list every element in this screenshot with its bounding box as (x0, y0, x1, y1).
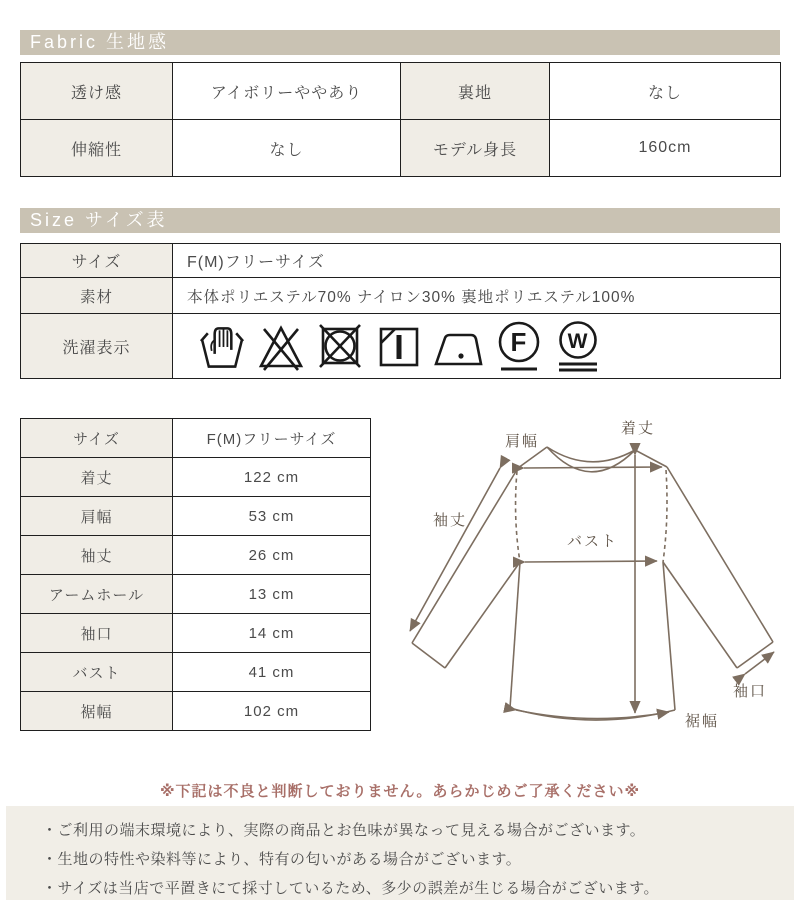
meas-label-hem: 裾幅 (21, 692, 173, 731)
care-icons-row (187, 319, 780, 373)
table-row (21, 63, 781, 120)
meas-value-hem: 102 cm (173, 692, 371, 731)
table-row (21, 575, 371, 614)
notice-box (6, 806, 794, 900)
meas-label-shoulder: 肩幅 (21, 497, 173, 536)
meas-value-cuff: 14 cm (173, 614, 371, 653)
sleeve-length-arrow (410, 468, 500, 631)
fabric-value-lining: なし (550, 63, 781, 120)
cuff-right (737, 642, 773, 668)
fabric-label-model-height: モデル身長 (401, 120, 550, 177)
table-row (21, 120, 781, 177)
size-label-material: 素材 (21, 278, 173, 314)
notice-item: ・ご利用の端末環境により、実際の商品とお色味が異なって見える場合がございます。 (42, 822, 646, 839)
shoulder-width-arrow (524, 467, 662, 468)
size-value-size: F(M)フリーサイズ (173, 244, 781, 278)
svg-text:W: W (567, 330, 589, 353)
notice-item: ・生地の特性や染料等により、特有の匂いがある場合がございます。 (42, 851, 522, 868)
dry-clean-f-icon (495, 319, 543, 373)
sleeve-outer-right (667, 467, 773, 642)
meas-label-bust: バスト (21, 653, 173, 692)
bust-arrow (525, 561, 657, 562)
meas-value-bust: 41 cm (173, 653, 371, 692)
fabric-value-sheerness: アイボリーややあり (173, 63, 401, 120)
table-row (21, 497, 371, 536)
cuff-left (412, 643, 445, 668)
meas-value-length: 122 cm (173, 458, 371, 497)
table-row (21, 692, 371, 731)
meas-value-sleeve: 26 cm (173, 536, 371, 575)
shoulder-seam-right (635, 450, 667, 467)
fabric-value-model-height: 160cm (550, 120, 781, 177)
cuff-width-arrow (745, 652, 774, 674)
diagram-label-shoulder: 肩幅 (505, 433, 540, 450)
table-row (21, 536, 371, 575)
sleeve-inner-right (663, 562, 737, 668)
notice-title: ※下記は不良と判断しておりません。あらかじめご了承ください※ (159, 783, 641, 800)
do-not-bleach-icon (257, 320, 305, 372)
hand-wash-icon (199, 320, 246, 372)
diagram-label-hem-width: 裾幅 (685, 713, 720, 730)
hem-width-arrow (516, 710, 669, 719)
size-label-size: サイズ (21, 244, 173, 278)
wet-clean-w-icon (554, 319, 602, 373)
do-not-tumble-dry-icon (316, 320, 364, 372)
meas-value-armhole: 13 cm (173, 575, 371, 614)
meas-value-size: F(M)フリーサイズ (173, 419, 371, 458)
meas-label-armhole: アームホール (21, 575, 173, 614)
iron-low-icon (434, 320, 484, 372)
fabric-value-stretch: なし (173, 120, 401, 177)
shoulder-seam-left (518, 447, 547, 468)
diagram-label-bust: バスト (567, 533, 619, 550)
meas-label-sleeve: 袖丈 (21, 536, 173, 575)
sleeve-outer-left (412, 468, 518, 643)
table-row (21, 614, 371, 653)
fabric-table (20, 62, 781, 177)
size-value-material: 本体ポリエステル70% ナイロン30% 裏地ポリエステル100% (173, 278, 781, 314)
sleeve-inner-left (445, 562, 520, 668)
meas-label-size: サイズ (21, 419, 173, 458)
meas-value-shoulder: 53 cm (173, 497, 371, 536)
armhole-right (663, 470, 667, 562)
size-label-care: 洗濯表示 (21, 314, 173, 379)
table-row (21, 278, 781, 314)
table-row (21, 244, 781, 278)
meas-label-length: 着丈 (21, 458, 173, 497)
fabric-section-header: Fabric 生地感 (20, 30, 780, 55)
fabric-label-stretch: 伸縮性 (21, 120, 173, 177)
table-row (21, 314, 781, 379)
table-row (21, 419, 371, 458)
diagram-label-sleeve-length: 袖丈 (433, 512, 468, 529)
measurement-table (20, 418, 371, 731)
meas-label-cuff: 袖口 (21, 614, 173, 653)
side-seam-left (510, 562, 520, 708)
diagram-label-cuff: 袖口 (733, 683, 768, 700)
size-table (20, 243, 781, 379)
side-seam-right (663, 562, 675, 710)
size-section-header: Size サイズ表 (20, 208, 780, 233)
garment-measure-diagram (385, 413, 800, 763)
armhole-left (516, 471, 520, 562)
svg-text:F: F (510, 327, 528, 357)
drip-dry-in-shade-icon (375, 320, 423, 372)
notice-item: ・サイズは当店で平置きにて採寸しているため、多少の誤差が生じる場合がございます。 (42, 880, 660, 897)
fabric-label-sheerness: 透け感 (21, 63, 173, 120)
diagram-label-length: 着丈 (621, 420, 656, 437)
table-row (21, 458, 371, 497)
fabric-label-lining: 裏地 (401, 63, 550, 120)
table-row (21, 653, 371, 692)
